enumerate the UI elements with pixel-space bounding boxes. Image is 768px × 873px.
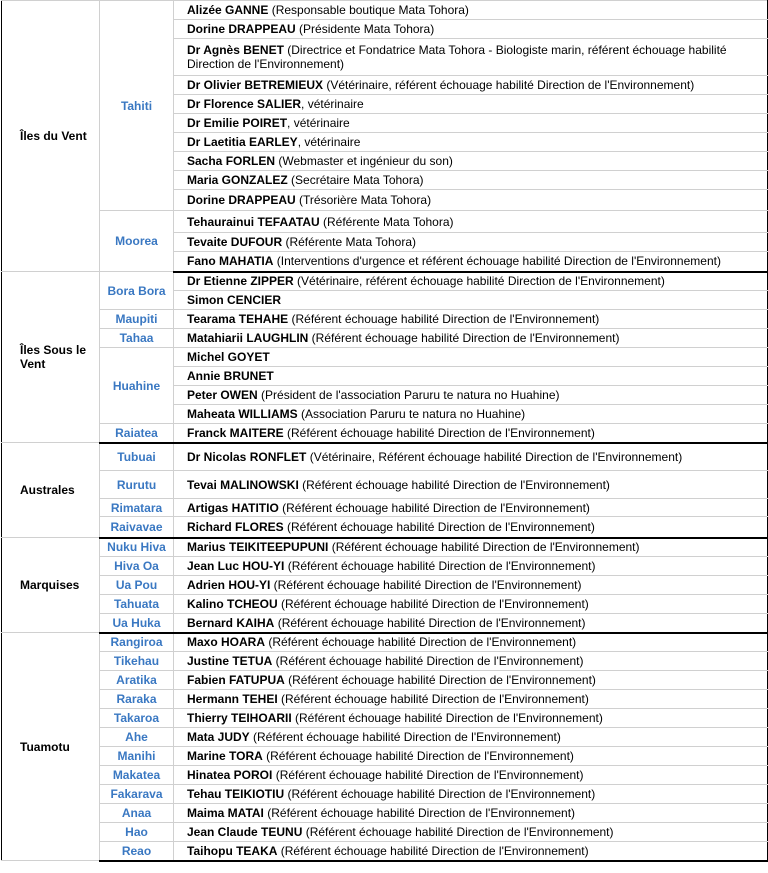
person-name: Mata JUDY [187, 730, 250, 744]
person-name: Sacha FORLEN [187, 154, 276, 168]
table-row [2, 557, 768, 576]
contacts-table-body [2, 1, 768, 861]
island-cell: Hao [100, 823, 174, 842]
person-name: Taihopu TEAKA [187, 843, 278, 858]
island-cell: Tahuata [100, 595, 174, 614]
person-role: (Responsable boutique Mata Tohora) [268, 3, 469, 17]
person-role: (Président de l'association Paruru te natura no Huahine) [257, 388, 560, 402]
person-name: Fano MAHATIA [187, 254, 274, 269]
person-cell [174, 614, 768, 633]
person-role: (Directrice et Fondatrice Mata Tohora - Biologiste marin, référent échouage habilité Direction de l'Environnement) [187, 43, 727, 71]
person-name: Dr Etienne ZIPPER [187, 274, 294, 289]
person-cell [174, 538, 768, 557]
table-row [2, 538, 768, 557]
island-cell: Fakarava [100, 785, 174, 804]
person-cell [174, 804, 768, 823]
person-cell [174, 443, 768, 471]
island-cell: Raraka [100, 690, 174, 709]
table-row [2, 614, 768, 633]
person-cell [174, 233, 768, 252]
person-role: (Référent échouage habilité Direction de l'Environnement) [265, 635, 577, 650]
archipelago-cell: Marquises [2, 538, 100, 633]
person-cell [174, 386, 768, 405]
person-cell [174, 633, 768, 652]
person-cell [174, 211, 768, 233]
person-role: (Référente Mata Tohora) [282, 235, 416, 249]
person-role: (Référent échouage habilité Direction de l'Environnement) [249, 730, 561, 744]
person-cell [174, 652, 768, 671]
person-name: Michel GOYET [187, 350, 270, 364]
table-row [2, 471, 768, 499]
island-cell: Raivavae [100, 517, 174, 538]
person-cell [174, 152, 768, 171]
person-name: Bernard KAIHA [187, 615, 275, 630]
island-cell: Ahe [100, 728, 174, 747]
person-cell [174, 39, 768, 76]
person-name: Richard FLORES [187, 519, 284, 534]
person-cell [174, 747, 768, 766]
person-name: Matahiarii LAUGHLIN [187, 331, 309, 345]
island-cell: Rurutu [100, 471, 174, 499]
contacts-table [1, 0, 768, 862]
person-cell [174, 517, 768, 538]
person-name: Tevai MALINOWSKI [187, 477, 299, 492]
person-name: Maria GONZALEZ [187, 173, 288, 187]
person-name: Jean Luc HOU-YI [187, 559, 285, 573]
person-name: Simon CENCIER [187, 293, 282, 307]
person-role: (Référent échouage habilité Direction de l'Environnement) [283, 425, 595, 440]
person-cell [174, 95, 768, 114]
person-cell [174, 823, 768, 842]
person-role: (Référent échouage habilité Direction de l'Environnement) [288, 312, 600, 326]
person-cell [174, 291, 768, 310]
table-row [2, 424, 768, 443]
person-name: Dr Agnès BENET [187, 43, 284, 57]
person-name: Dorine DRAPPEAU [187, 22, 296, 36]
person-cell [174, 114, 768, 133]
island-cell: Nuku Hiva [100, 538, 174, 557]
table-row [2, 499, 768, 517]
table-row [2, 709, 768, 728]
table-row [2, 1, 768, 20]
island-cell: Makatea [100, 766, 174, 785]
table-row [2, 272, 768, 291]
person-name: Maheata WILLIAMS [187, 407, 298, 421]
person-role: (Référent échouage habilité Direction de l'Environnement) [284, 559, 596, 573]
person-role: (Trésorière Mata Tohora) [295, 193, 432, 207]
person-role: , vétérinaire [287, 116, 350, 130]
person-name: Tevaite DUFOUR [187, 235, 283, 249]
person-cell [174, 576, 768, 595]
person-role: (Référent échouage habilité Direction de l'Environnement) [274, 615, 586, 630]
person-cell [174, 272, 768, 291]
person-cell [174, 1, 768, 20]
person-cell [174, 728, 768, 747]
person-cell [174, 190, 768, 211]
person-name: Thierry TEIHOARII [187, 711, 292, 725]
person-role: (Webmaster et ingénieur du son) [275, 154, 453, 168]
person-cell [174, 367, 768, 386]
person-role: (Référente Mata Tohora) [319, 214, 454, 229]
island-cell: Tubuai [100, 443, 174, 471]
person-role: (Référent échouage habilité Direction de l'Environnement) [298, 477, 610, 492]
table-row [2, 766, 768, 785]
person-cell [174, 842, 768, 861]
person-cell [174, 329, 768, 348]
person-name: Annie BRUNET [187, 369, 274, 383]
person-cell [174, 252, 768, 272]
island-cell: Raiatea [100, 424, 174, 443]
person-name: Dorine DRAPPEAU [187, 193, 296, 207]
person-name: Dr Nicolas RONFLET [187, 449, 307, 464]
table-row [2, 671, 768, 690]
table-row [2, 595, 768, 614]
table-row [2, 517, 768, 538]
person-role: (Référent échouage habilité Direction de l'Environnement) [302, 825, 614, 839]
person-role: (Référent échouage habilité Direction de l'Environnement) [328, 540, 640, 555]
island-cell: Ua Pou [100, 576, 174, 595]
person-role: (Vétérinaire, référent échouage habilité Direction de l'Environnement) [323, 78, 695, 92]
island-cell: Bora Bora [100, 272, 174, 310]
person-cell [174, 171, 768, 190]
person-name: Artigas HATITIO [187, 500, 279, 515]
person-role: (Vétérinaire, Référent échouage habilité Direction de l'Environnement) [306, 449, 683, 464]
island-cell: Ua Huka [100, 614, 174, 633]
island-cell: Moorea [100, 211, 174, 272]
archipelago-cell: Tuamotu [2, 633, 100, 861]
person-role: (Référent échouage habilité Direction de l'Environnement) [270, 578, 582, 592]
person-role: (Référent échouage habilité Direction de l'Environnement) [283, 519, 595, 534]
person-cell [174, 785, 768, 804]
island-cell: Aratika [100, 671, 174, 690]
person-cell [174, 76, 768, 95]
person-name: Fabien FATUPUA [187, 673, 285, 687]
person-role: (Référent échouage habilité Direction de l'Environnement) [277, 692, 589, 706]
person-name: Dr Florence SALIER [187, 97, 302, 111]
table-row [2, 785, 768, 804]
person-cell [174, 348, 768, 367]
person-name: Hinatea POROI [187, 768, 273, 782]
person-role: (Référent échouage habilité Direction de l'Environnement) [263, 806, 576, 820]
table-row [2, 842, 768, 861]
person-role: , vétérinaire [301, 97, 364, 111]
person-name: Dr Olivier BETREMIEUX [187, 78, 324, 92]
table-row [2, 348, 768, 367]
person-cell [174, 20, 768, 39]
person-cell [174, 133, 768, 152]
person-cell [174, 424, 768, 443]
person-cell [174, 595, 768, 614]
archipelago-cell: Îles Sous le Vent [2, 272, 100, 443]
table-row [2, 652, 768, 671]
person-name: Jean Claude TEUNU [187, 825, 303, 839]
person-name: Peter OWEN [187, 388, 258, 402]
island-cell: Manihi [100, 747, 174, 766]
person-role: (Référent échouage habilité Direction de l'Environnement) [262, 749, 574, 763]
table-row [2, 728, 768, 747]
person-name: Dr Emilie POIRET [187, 116, 288, 130]
person-role: , vétérinaire [297, 135, 361, 149]
island-cell: Anaa [100, 804, 174, 823]
person-name: Justine TETUA [187, 654, 273, 668]
person-name: Marine TORA [187, 749, 263, 763]
person-role: (Interventions d'urgence et référent échouage habilité Direction de l'Environnement) [273, 254, 721, 269]
person-name: Adrien HOU-YI [187, 578, 271, 592]
person-role: (Association Paruru te natura no Huahine) [297, 407, 526, 421]
archipelago-cell: Îles du Vent [2, 1, 100, 272]
person-role: (Secrétaire Mata Tohora) [287, 173, 424, 187]
person-name: Maima MATAI [187, 806, 264, 820]
table-row [2, 747, 768, 766]
table-row [2, 823, 768, 842]
person-cell [174, 690, 768, 709]
person-name: Tehaurainui TEFAATAU [187, 214, 320, 229]
table-row [2, 804, 768, 823]
island-cell: Maupiti [100, 310, 174, 329]
table-row [2, 310, 768, 329]
island-cell: Tahiti [100, 1, 174, 211]
person-cell [174, 766, 768, 785]
person-role: (Référent échouage habilité Direction de l'Environnement) [308, 331, 620, 345]
table-row [2, 211, 768, 233]
person-role: (Référent échouage habilité Direction de l'Environnement) [272, 768, 584, 782]
table-row [2, 633, 768, 652]
archipelago-cell: Australes [2, 443, 100, 538]
person-cell [174, 471, 768, 499]
person-name: Tearama TEHAHE [187, 312, 289, 326]
island-cell: Tahaa [100, 329, 174, 348]
person-name: Alizée GANNE [187, 3, 269, 17]
table-row [2, 576, 768, 595]
person-name: Dr Laetitia EARLEY [187, 135, 298, 149]
person-role: (Référent échouage habilité Direction de l'Environnement) [272, 654, 584, 668]
table-row [2, 690, 768, 709]
table-row [2, 443, 768, 471]
person-cell [174, 557, 768, 576]
island-cell: Reao [100, 842, 174, 861]
person-role: (Vétérinaire, référent échouage habilité Direction de l'Environnement) [293, 274, 665, 289]
island-cell: Tikehau [100, 652, 174, 671]
island-cell: Takaroa [100, 709, 174, 728]
table-row [2, 329, 768, 348]
person-cell [174, 405, 768, 424]
island-cell: Huahine [100, 348, 174, 424]
person-name: Hermann TEHEI [187, 692, 278, 706]
island-cell: Rangiroa [100, 633, 174, 652]
person-name: Franck MAITERE [187, 425, 284, 440]
person-name: Tehau TEIKIOTIU [187, 787, 285, 801]
person-cell [174, 310, 768, 329]
island-cell: Rimatara [100, 499, 174, 517]
person-cell [174, 709, 768, 728]
person-cell [174, 499, 768, 517]
person-role: (Présidente Mata Tohora) [295, 22, 435, 36]
person-role: (Référent échouage habilité Direction de l'Environnement) [277, 597, 589, 611]
person-cell [174, 671, 768, 690]
person-name: Maxo HOARA [187, 635, 266, 650]
person-role: (Référent échouage habilité Direction de l'Environnement) [278, 500, 590, 515]
person-name: Marius TEIKITEEPUPUNI [187, 540, 329, 555]
person-role: (Référent échouage habilité Direction de l'Environnement) [277, 843, 589, 858]
person-role: (Référent échouage habilité Direction de l'Environnement) [284, 787, 596, 801]
island-cell: Hiva Oa [100, 557, 174, 576]
person-role: (Référent échouage habilité Direction de l'Environnement) [291, 711, 603, 725]
person-name: Kalino TCHEOU [187, 597, 278, 611]
person-role: (Référent échouage habilité Direction de l'Environnement) [284, 673, 596, 687]
